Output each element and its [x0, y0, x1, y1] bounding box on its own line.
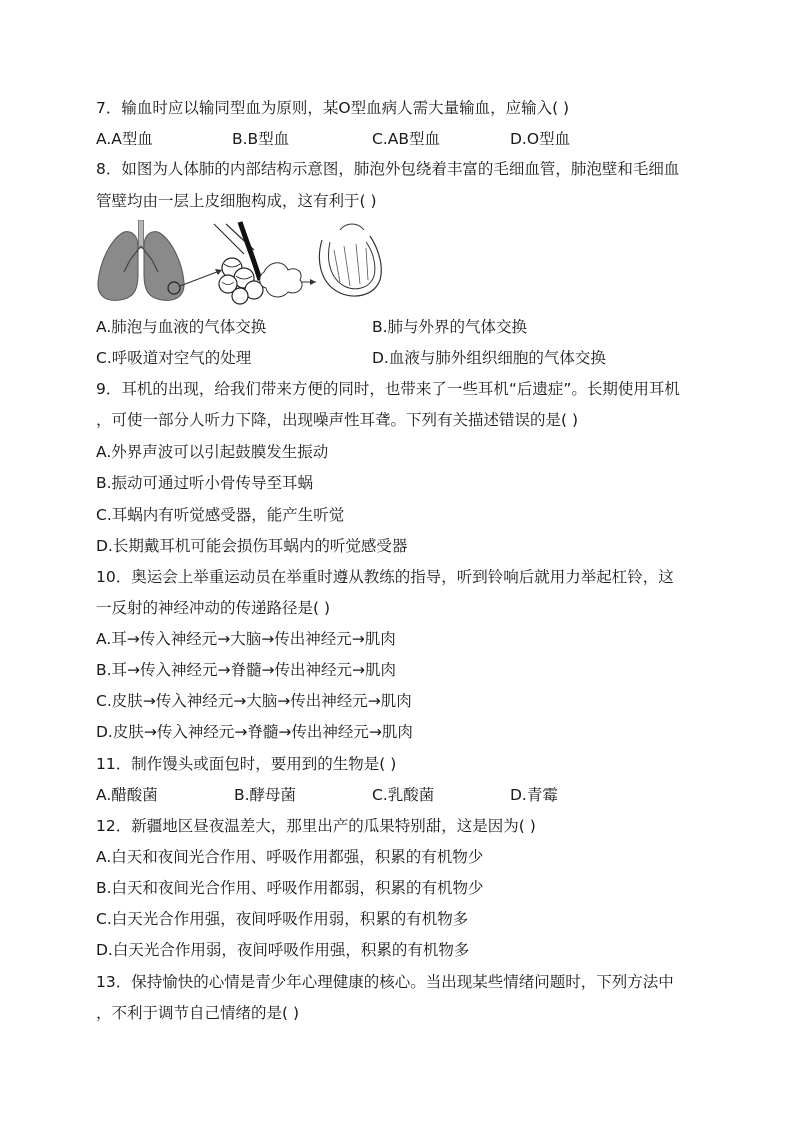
question-9-option-d: D.长期戴耳机可能会损伤耳蜗内的听觉感受器: [96, 537, 408, 555]
question-9-option-c: C.耳蜗内有听觉感受器，能产生听觉: [96, 506, 345, 524]
question-8-option-d: D.血液与肺外组织细胞的气体交换: [372, 349, 606, 367]
question-10-stem-line-1: 10．奥运会上举重运动员在举重时遵从教练的指导，听到铃响后就用力举起杠铃，这: [96, 568, 674, 586]
question-12-option-b: B.白天和夜间光合作用、呼吸作用都弱，积累的有机物少: [96, 879, 484, 897]
question-12-stem: 12．新疆地区昼夜温差大，那里出产的瓜果特别甜，这是因为( ): [96, 817, 536, 835]
question-12-option-a: A.白天和夜间光合作用、呼吸作用都强，积累的有机物少: [96, 848, 484, 866]
question-11-option-d: D.青霉: [510, 786, 558, 804]
alveolus-detail-illustration: [319, 224, 381, 296]
question-10-option-d: D.皮肤→传入神经元→脊髓→传出神经元→肌肉: [96, 723, 413, 741]
question-11-stem: 11．制作馒头或面包时，要用到的生物是( ): [96, 755, 397, 773]
question-8-option-c: C.呼吸道对空气的处理: [96, 349, 252, 367]
question-7-option-a: A.A型血: [96, 130, 153, 148]
question-8-option-a: A.肺泡与血液的气体交换: [96, 318, 267, 336]
question-10-option-c: C.皮肤→传入神经元→大脑→传出神经元→肌肉: [96, 692, 412, 710]
question-11-option-b: B.酵母菌: [234, 786, 297, 804]
question-8-stem-line-1: 8．如图为人体肺的内部结构示意图，肺泡外包绕着丰富的毛细血管，肺泡壁和毛细血: [96, 160, 680, 178]
lungs-illustration: [98, 220, 184, 300]
question-9-option-b: B.振动可通过听小骨传导至耳蜗: [96, 474, 314, 492]
question-12-option-c: C.白天光合作用强，夜间呼吸作用弱，积累的有机物多: [96, 910, 469, 928]
question-8-stem-line-2: 管壁均由一层上皮细胞构成，这有利于( ): [96, 192, 377, 210]
question-9-option-a: A.外界声波可以引起鼓膜发生振动: [96, 443, 329, 461]
question-10-option-a: A.耳→传入神经元→大脑→传出神经元→肌肉: [96, 630, 396, 648]
question-7-stem: 7．输血时应以输同型血为原则，某O型血病人需大量输血，应输入( ): [96, 99, 570, 117]
question-11-option-a: A.醋酸菌: [96, 786, 158, 804]
question-13-stem-line-1: 13．保持愉快的心情是青少年心理健康的核心。当出现某些情绪问题时，下列方法中: [96, 973, 674, 991]
question-9-stem-line-2: ，可使一部分人听力下降，出现噪声性耳聋。下列有关描述错误的是( ): [96, 411, 579, 429]
lung-structure-figure: [94, 220, 384, 310]
question-10-stem-line-2: 一反射的神经冲动的传递路径是( ): [96, 599, 331, 617]
question-8-option-b: B.肺与外界的气体交换: [372, 318, 528, 336]
question-9-stem-line-1: 9．耳机的出现，给我们带来方便的同时，也带来了一些耳机“后遗症”。长期使用耳机: [96, 380, 680, 398]
question-12-option-d: D.白天光合作用弱，夜间呼吸作用强，积累的有机物多: [96, 941, 470, 959]
question-7-option-c: C.AB型血: [372, 130, 440, 148]
question-13-stem-line-2: ，不利于调节自己情绪的是( ): [96, 1004, 300, 1022]
alveoli-illustration: [214, 222, 302, 304]
question-7-option-b: B.B型血: [232, 130, 290, 148]
question-7-option-d: D.O型血: [510, 130, 571, 148]
question-10-option-b: B.耳→传入神经元→脊髓→传出神经元→肌肉: [96, 661, 397, 679]
question-11-option-c: C.乳酸菌: [372, 786, 435, 804]
